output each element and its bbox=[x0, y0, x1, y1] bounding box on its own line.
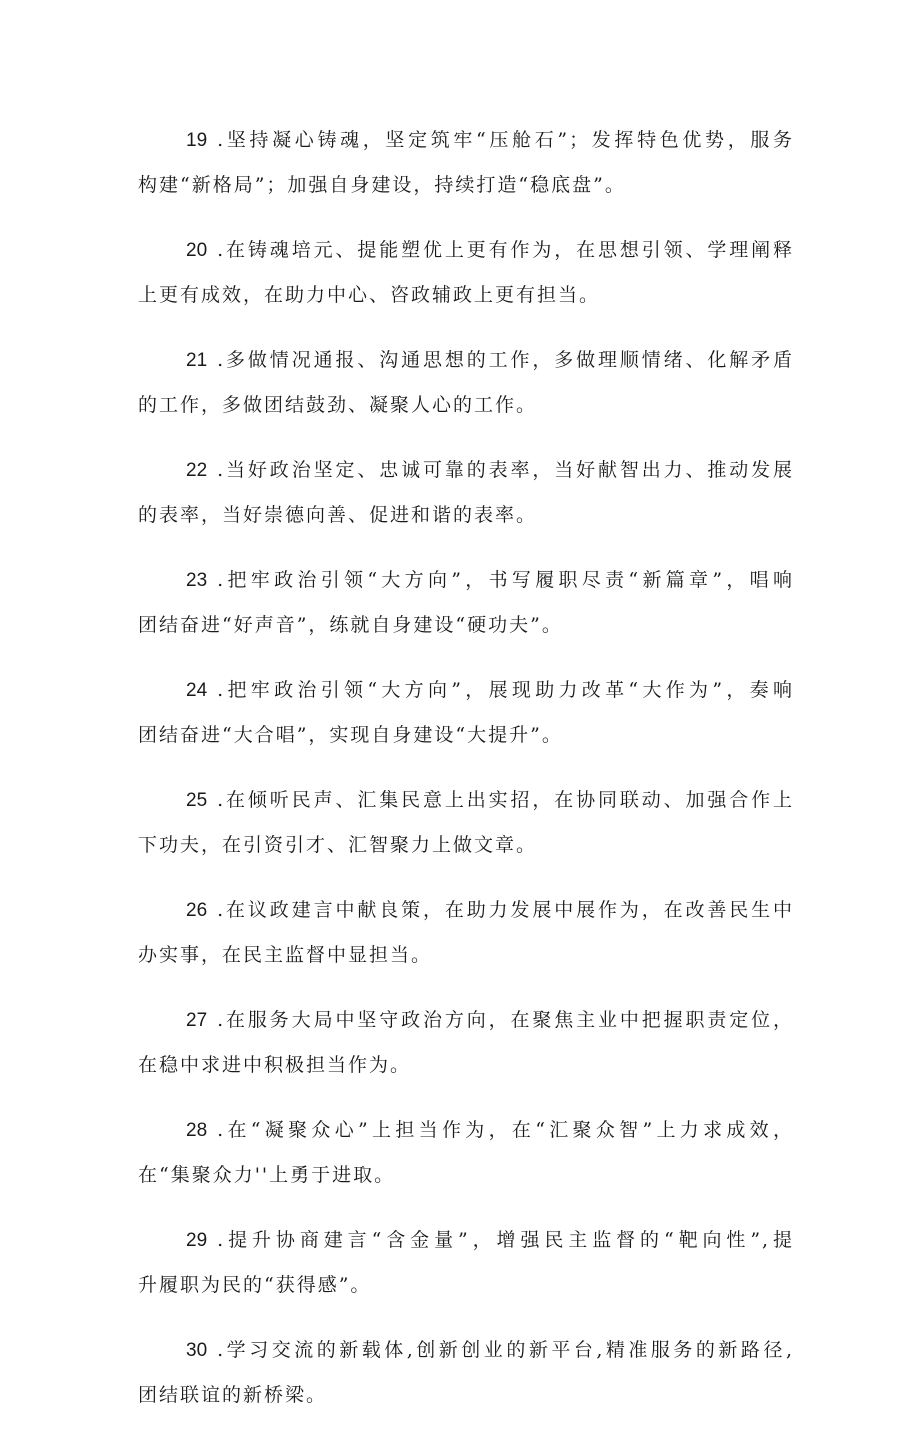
paragraph-text: .学习交流的新载体,创新创业的新平台,精准服务的新路径, bbox=[217, 1339, 794, 1361]
paragraph-text: .当好政治坚定、忠诚可靠的表率，当好献智出力、推动发展 bbox=[217, 459, 794, 481]
item-number: 24 bbox=[186, 680, 208, 701]
paragraph-first-line bbox=[138, 228, 794, 273]
list-item bbox=[138, 338, 794, 428]
paragraph-text: .多做情况通报、沟通思想的工作，多做理顺情绪、化解矛盾 bbox=[217, 349, 794, 371]
paragraph-first-line bbox=[138, 338, 794, 383]
paragraph-first-line bbox=[138, 778, 794, 823]
list-item bbox=[138, 558, 794, 648]
paragraph-first-line bbox=[138, 448, 794, 493]
paragraph-first-line bbox=[138, 1218, 794, 1263]
item-number: 19 bbox=[186, 130, 208, 151]
list-item bbox=[138, 888, 794, 978]
paragraph-first-line bbox=[138, 668, 794, 713]
list-item bbox=[138, 1108, 794, 1198]
list-item bbox=[138, 118, 794, 208]
document-body bbox=[138, 118, 794, 1438]
paragraph-first-line bbox=[138, 1108, 794, 1153]
paragraph-first-line bbox=[138, 888, 794, 933]
list-item bbox=[138, 448, 794, 538]
paragraph-continuation-line: 构建“新格局”；加强自身建设，持续打造“稳底盘”。 bbox=[138, 174, 626, 196]
item-number: 22 bbox=[186, 460, 208, 481]
paragraph-first-line bbox=[138, 998, 794, 1043]
item-number: 21 bbox=[186, 350, 208, 371]
paragraph-continuation-line: 办实事，在民主监督中显担当。 bbox=[138, 944, 433, 966]
paragraph-first-line bbox=[138, 118, 794, 163]
paragraph-text: .在铸魂培元、提能塑优上更有作为，在思想引领、学理阐释 bbox=[217, 239, 794, 261]
paragraph-first-line bbox=[138, 558, 794, 603]
item-number: 28 bbox=[186, 1120, 208, 1141]
paragraph-text: .把牢政治引领“大方向”，书写履职尽责“新篇章”，唱响 bbox=[217, 569, 794, 591]
paragraph-text: .坚持凝心铸魂，坚定筑牢“压舱石”；发挥特色优势，服务 bbox=[217, 129, 794, 151]
list-item bbox=[138, 1218, 794, 1308]
item-number: 26 bbox=[186, 900, 208, 921]
paragraph-first-line bbox=[138, 1328, 794, 1373]
paragraph-text: .提升协商建言“含金量”，增强民主监督的“靶向性”,提 bbox=[217, 1229, 794, 1251]
paragraph-continuation-line: 在“集聚众力''上勇于进取。 bbox=[138, 1164, 396, 1186]
paragraph-text: .在“凝聚众心”上担当作为，在“汇聚众智”上力求成效， bbox=[217, 1119, 794, 1141]
list-item bbox=[138, 1328, 794, 1418]
list-item bbox=[138, 668, 794, 758]
item-number: 30 bbox=[186, 1340, 208, 1361]
paragraph-continuation-line: 的工作，多做团结鼓劲、凝聚人心的工作。 bbox=[138, 394, 538, 416]
item-number: 20 bbox=[186, 240, 208, 261]
paragraph-text: .在倾听民声、汇集民意上出实招，在协同联动、加强合作上 bbox=[217, 789, 794, 811]
list-item bbox=[138, 998, 794, 1088]
paragraph-continuation-line: 团结奋进“大合唱”，实现自身建设“大提升”。 bbox=[138, 724, 563, 746]
list-item bbox=[138, 778, 794, 868]
item-number: 25 bbox=[186, 790, 208, 811]
item-number: 27 bbox=[186, 1010, 208, 1031]
paragraph-continuation-line: 上更有成效，在助力中心、咨政辅政上更有担当。 bbox=[138, 284, 601, 306]
paragraph-continuation-line: 的表率，当好崇德向善、促进和谐的表率。 bbox=[138, 504, 538, 526]
paragraph-text: .在服务大局中坚守政治方向，在聚焦主业中把握职责定位， bbox=[217, 1009, 794, 1031]
list-item bbox=[138, 228, 794, 318]
item-number: 23 bbox=[186, 570, 208, 591]
paragraph-continuation-line: 升履职为民的“获得感”。 bbox=[138, 1274, 372, 1296]
paragraph-text: .把牢政治引领“大方向”，展现助力改革“大作为”，奏响 bbox=[217, 679, 794, 701]
paragraph-text: .在议政建言中献良策，在助力发展中展作为，在改善民生中 bbox=[217, 899, 794, 921]
paragraph-continuation-line: 团结奋进“好声音”，练就自身建设“硬功夫”。 bbox=[138, 614, 563, 636]
paragraph-continuation-line: 下功夫，在引资引才、汇智聚力上做文章。 bbox=[138, 834, 538, 856]
paragraph-continuation-line: 团结联谊的新桥梁。 bbox=[138, 1384, 328, 1406]
paragraph-continuation-line: 在稳中求进中积极担当作为。 bbox=[138, 1054, 412, 1076]
item-number: 29 bbox=[186, 1230, 208, 1251]
